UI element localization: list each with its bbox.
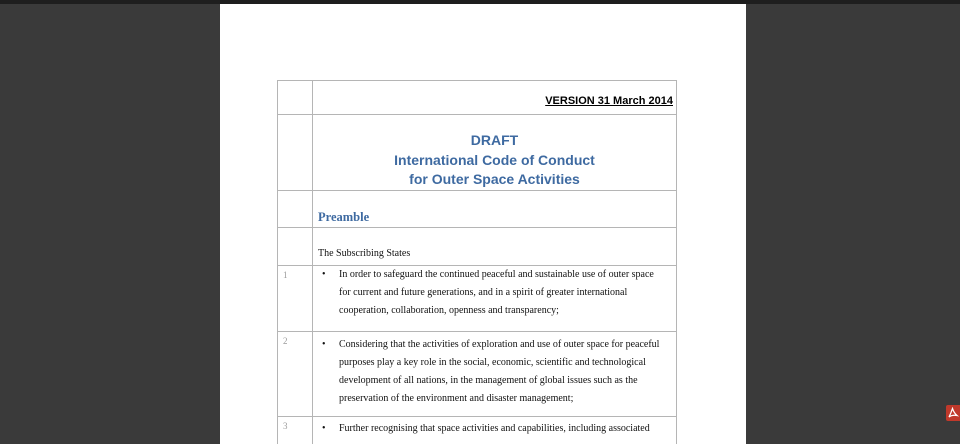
line-number: 2 <box>283 335 288 346</box>
line-number: 1 <box>283 269 288 280</box>
paragraph-line: purposes play a key role in the social, economic, scientific and technological <box>339 356 646 368</box>
paragraph-line: In order to safeguard the continued peaceful and sustainable use of outer space <box>339 268 654 280</box>
title-line-outer-space: for Outer Space Activities <box>409 171 580 187</box>
line-number-cell <box>278 190 313 227</box>
paragraph-line: Further recognising that space activities and capabilities, including associated <box>339 422 650 434</box>
line-number: 3 <box>283 420 288 431</box>
paragraph-line: for current and future generations, and in a spirit of greater international <box>339 286 628 298</box>
document-title <box>313 115 677 191</box>
bullet-item <box>318 336 671 409</box>
paragraph-3 <box>313 416 677 444</box>
bullet-icon: • <box>322 268 326 280</box>
acrobat-icon[interactable] <box>946 405 960 421</box>
bullet-icon: • <box>322 338 326 350</box>
bullet-item <box>318 266 671 321</box>
title-line-code: International Code of Conduct <box>394 151 595 168</box>
preamble-heading: Preamble <box>313 190 677 227</box>
paragraph-line: development of all nations, in the management of global issues such as the <box>339 374 638 386</box>
title-line-draft: DRAFT <box>470 132 519 148</box>
acrobat-glyph <box>947 407 959 419</box>
document-page[interactable] <box>220 4 746 444</box>
paragraph-line: preservation of the environment and disaster management; <box>339 393 574 405</box>
line-number-cell <box>278 81 313 115</box>
line-number-cell <box>278 115 313 191</box>
subscribing-states: The Subscribing States <box>313 227 677 265</box>
document-table <box>277 80 677 444</box>
line-number-cell <box>278 331 313 416</box>
version-label: VERSION 31 March 2014 <box>313 81 677 115</box>
paragraph-1 <box>313 265 677 331</box>
paragraph-line: cooperation, collaboration, openness and transparency; <box>339 304 559 316</box>
bullet-icon: • <box>322 422 326 434</box>
paragraph-line: Considering that the activities of exploration and use of outer space for peaceful <box>339 338 660 350</box>
line-number-cell <box>278 265 313 331</box>
line-number-cell <box>278 416 313 444</box>
bullet-item <box>318 420 671 438</box>
line-number-cell <box>278 227 313 265</box>
paragraph-2 <box>313 331 677 416</box>
